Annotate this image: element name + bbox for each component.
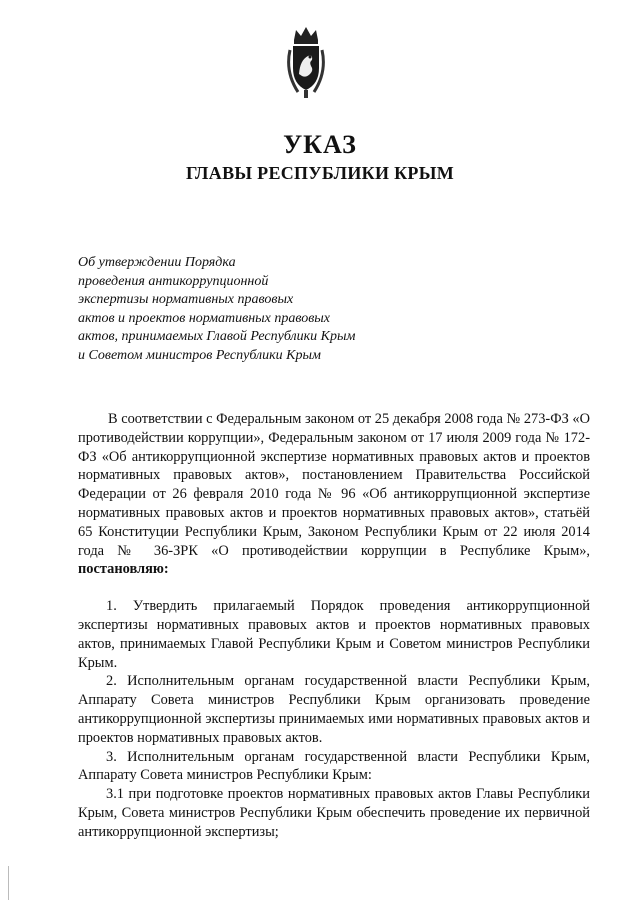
subject-line: экспертизы нормативных правовых	[78, 292, 294, 308]
preamble-text: В соответствии с Федеральным законом от 25 декабря 2008 года № 273-ФЗ «О противодействии коррупции», Федеральным законом от 17 июля 2009 года № 172-ФЗ «Об антикоррупционной экспертизе нормативных правовых актов и проектов нормативных правовых актов», постановлением Правительства Российской Федерации от 26 февраля 2010 года № 96 «Об антикоррупционной экспертизе нормативных правовых актов и проектов нормативных правовых актов», статьёй 65 Конституции Республики Крым, Законом Республики Крым от 22 июля 2014 года № 36-ЗРК «О противодействии коррупции в Республике Крым»,	[78, 411, 590, 559]
subject-line: Об утверждении Порядка	[78, 255, 236, 270]
decree-item: 1. Утвердить прилагаемый Порядок проведения антикоррупционной экспертизы нормативных правовых актов и проектов нормативных правовых актов, принимаемых Главой Республики Крым и Советом министров Республики Крым.	[78, 598, 590, 671]
document-body	[78, 410, 590, 842]
decree-item: 3. Исполнительным органам государственной власти Республики Крым, Аппарату Совета министров Республики Крым:	[78, 748, 590, 784]
decree-item: 3.1 при подготовке проектов нормативных правовых актов Главы Республики Крым, Совета министров Республики Крым обеспечить проведение их первичной антикоррупционной экспертизы;	[78, 786, 590, 840]
decree-item: 2. Исполнительным органам государственной власти Республики Крым, Аппарату Совета министров Республики Крым организовать проведение антикоррупционной экспертизы принимаемых ими нормативных правовых актов и проектов нормативных правовых актов.	[78, 673, 590, 746]
crimea-coat-of-arms-icon	[284, 24, 328, 100]
subject-line: актов и проектов нормативных правовых	[78, 310, 330, 326]
decree-word: постановляю:	[78, 561, 169, 578]
subject-line: проведения антикоррупционной	[78, 273, 269, 289]
document-subtitle: ГЛАВЫ РЕСПУБЛИКИ КРЫМ	[186, 163, 454, 183]
document-title: УКАЗ	[283, 130, 357, 159]
subject-line: актов, принимаемых Главой Республики Крым	[78, 329, 356, 345]
subject-line: и Советом министров Республики Крым	[78, 347, 321, 363]
document-subject	[78, 254, 438, 366]
scan-margin-line	[8, 866, 9, 900]
preamble-paragraph	[78, 410, 590, 579]
